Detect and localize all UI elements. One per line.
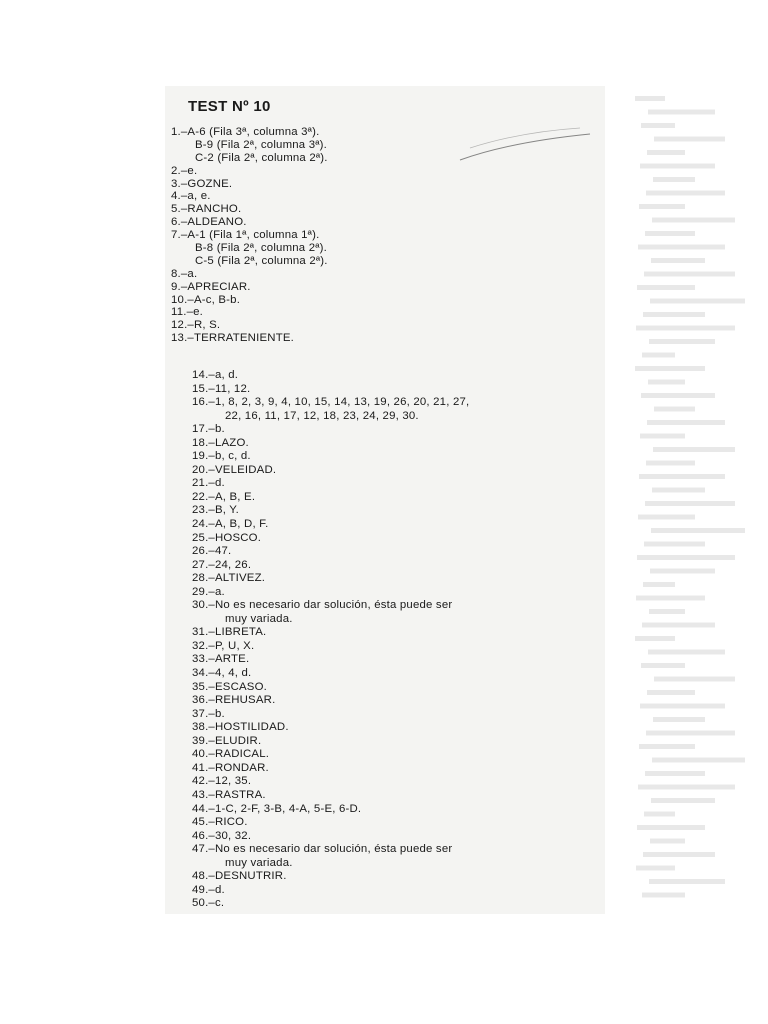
bleed-through-line	[638, 785, 735, 790]
bleed-through-line	[639, 474, 725, 479]
answer-line: 49.–d.	[192, 883, 225, 896]
page-title: TEST Nº 10	[188, 98, 271, 115]
answer-line: 10.–A-c, B-b.	[171, 293, 241, 306]
bleed-through-line	[652, 488, 705, 493]
bleed-through-line	[635, 96, 665, 101]
bleed-through-line	[644, 542, 705, 547]
answer-line: 37.–b.	[192, 707, 225, 720]
pen-stroke-mark	[440, 120, 600, 170]
answer-line: muy variada.	[225, 612, 293, 625]
answer-line: 40.–RADICAL.	[192, 748, 270, 761]
bleed-through-line	[653, 447, 735, 452]
answer-line: 41.–RONDAR.	[192, 761, 269, 774]
bleed-through-line	[636, 866, 675, 871]
answer-line: C-2 (Fila 2ª, columna 2ª).	[195, 151, 328, 164]
answer-line: 43.–RASTRA.	[192, 788, 266, 801]
bleed-through-line	[635, 366, 705, 371]
answer-line: 29.–a.	[192, 585, 225, 598]
answer-line: 44.–1-C, 2-F, 3-B, 4-A, 5-E, 6-D.	[192, 802, 362, 815]
answer-line: muy variada.	[225, 856, 293, 869]
bleed-through-line	[651, 798, 715, 803]
bleed-through-line	[638, 515, 695, 520]
answer-line: 33.–ARTE.	[192, 653, 250, 666]
answer-line: 3.–GOZNE.	[171, 177, 233, 190]
answer-line: B-9 (Fila 2ª, columna 3ª).	[195, 138, 328, 151]
answer-line: 28.–ALTIVEZ.	[192, 572, 266, 585]
answer-line: 30.–No es necesario dar solución, ésta puede ser	[192, 599, 453, 612]
bleed-through-line	[650, 569, 715, 574]
bleed-through-line	[652, 758, 745, 763]
bleed-through-line	[647, 150, 685, 155]
bleed-through-line	[653, 717, 705, 722]
answer-line: 14.–a, d.	[192, 369, 239, 381]
bleed-through-line	[648, 380, 685, 385]
answer-line: 24.–A, B, D, F.	[192, 518, 269, 531]
bleed-through-line	[637, 285, 695, 290]
bleed-through-line	[654, 677, 735, 682]
bleed-through-line	[641, 393, 715, 398]
bleed-through-line	[642, 893, 685, 898]
bleed-through-line	[647, 420, 725, 425]
bleed-through-line	[642, 353, 675, 358]
answer-line: 50.–c.	[192, 897, 225, 910]
bleed-through-line	[643, 312, 705, 317]
answer-line: 6.–ALDEANO.	[171, 216, 247, 229]
bleed-through-line	[649, 879, 725, 884]
answer-line: 8.–a.	[171, 267, 198, 280]
bleed-through-line	[643, 852, 715, 857]
bleed-through-line	[653, 177, 695, 182]
answer-line: 47.–No es necesario dar solución, ésta puede ser	[192, 843, 453, 856]
answer-line: 22.–A, B, E.	[192, 490, 256, 503]
answer-line: 38.–HOSTILIDAD.	[192, 721, 289, 734]
bleed-through-line	[636, 326, 735, 331]
bleed-through-line	[645, 771, 705, 776]
answer-line: 32.–P, U, X.	[192, 639, 255, 652]
bleed-through-line	[645, 501, 735, 506]
answer-line: 46.–30, 32.	[192, 829, 252, 842]
bleed-through-line	[640, 164, 715, 169]
answer-line: 23.–B, Y.	[192, 504, 239, 517]
answer-line: 42.–12, 35.	[192, 775, 252, 788]
bleed-through-line	[654, 137, 725, 142]
answer-line: 36.–REHUSAR.	[192, 694, 276, 707]
bleed-through-line	[645, 231, 695, 236]
answer-line: 27.–24, 26.	[192, 558, 252, 571]
answer-line: 45.–RICO.	[192, 816, 248, 829]
answer-list-part-1	[171, 126, 328, 345]
bleed-through-line	[644, 812, 675, 817]
answer-line: 21.–d.	[192, 477, 225, 490]
answer-line: 48.–DESNUTRIR.	[192, 870, 287, 883]
bleed-through-line	[642, 623, 715, 628]
bleed-through-line	[640, 704, 725, 709]
bleed-through-line	[648, 110, 715, 115]
answer-line: 22, 16, 11, 17, 12, 18, 23, 24, 29, 30.	[225, 409, 419, 422]
bleed-through-text	[625, 86, 768, 914]
bleed-through-line	[637, 825, 705, 830]
answer-line: 18.–LAZO.	[192, 436, 249, 449]
answer-line: 1.–A-6 (Fila 3ª, columna 3ª).	[171, 126, 320, 138]
answer-line: 26.–47.	[192, 545, 232, 558]
answer-line: B-8 (Fila 2ª, columna 2ª).	[195, 242, 328, 255]
bleed-through-line	[640, 434, 685, 439]
bleed-through-line	[641, 123, 675, 128]
bleed-through-line	[637, 555, 735, 560]
bleed-through-line	[649, 339, 715, 344]
bleed-through-line	[636, 596, 705, 601]
bleed-through-line	[646, 191, 725, 196]
answer-list-part-2	[192, 369, 469, 911]
answer-line: 13.–TERRATENIENTE.	[171, 332, 295, 345]
answer-line: 2.–e.	[171, 164, 198, 177]
bleed-through-line	[650, 299, 745, 304]
bleed-through-line	[649, 609, 685, 614]
bleed-through-line	[651, 528, 745, 533]
answer-line: 5.–RANCHO.	[171, 203, 242, 216]
bleed-through-line	[639, 204, 685, 209]
answer-line: 11.–e.	[171, 306, 204, 319]
answer-line: 12.–R, S.	[171, 319, 221, 332]
answer-line: 25.–HOSCO.	[192, 531, 262, 544]
answer-line: 4.–a, e.	[171, 190, 211, 203]
bleed-through-line	[648, 650, 725, 655]
bleed-through-line	[646, 731, 735, 736]
bleed-through-line	[635, 636, 675, 641]
answer-line: 19.–b, c, d.	[192, 450, 251, 463]
answer-line: C-5 (Fila 2ª, columna 2ª).	[195, 254, 328, 267]
bleed-through-line	[646, 461, 695, 466]
bleed-through-line	[641, 663, 685, 668]
answer-line: 34.–4, 4, d.	[192, 667, 252, 680]
bleed-through-line	[647, 690, 695, 695]
answer-line: 31.–LIBRETA.	[192, 626, 267, 639]
bleed-through-line	[644, 272, 735, 277]
answer-line: 7.–A-1 (Fila 1ª, columna 1ª).	[171, 229, 320, 242]
bleed-through-line	[652, 218, 735, 223]
answer-line: 16.–1, 8, 2, 3, 9, 4, 10, 15, 14, 13, 19, 26, 20, 21, 27,	[192, 396, 470, 409]
bleed-through-line	[638, 245, 725, 250]
bleed-through-line	[643, 582, 675, 587]
bleed-through-line	[654, 407, 695, 412]
bleed-through-line	[650, 839, 685, 844]
answer-line: 9.–APRECIAR.	[171, 280, 251, 293]
answer-line: 35.–ESCASO.	[192, 680, 268, 693]
bleed-through-line	[639, 744, 695, 749]
answer-line: 17.–b.	[192, 423, 225, 436]
bleed-through-line	[651, 258, 705, 263]
answer-line: 20.–VELEIDAD.	[192, 463, 277, 476]
answer-line: 15.–11, 12.	[192, 382, 251, 395]
answer-line: 39.–ELUDIR.	[192, 734, 262, 747]
